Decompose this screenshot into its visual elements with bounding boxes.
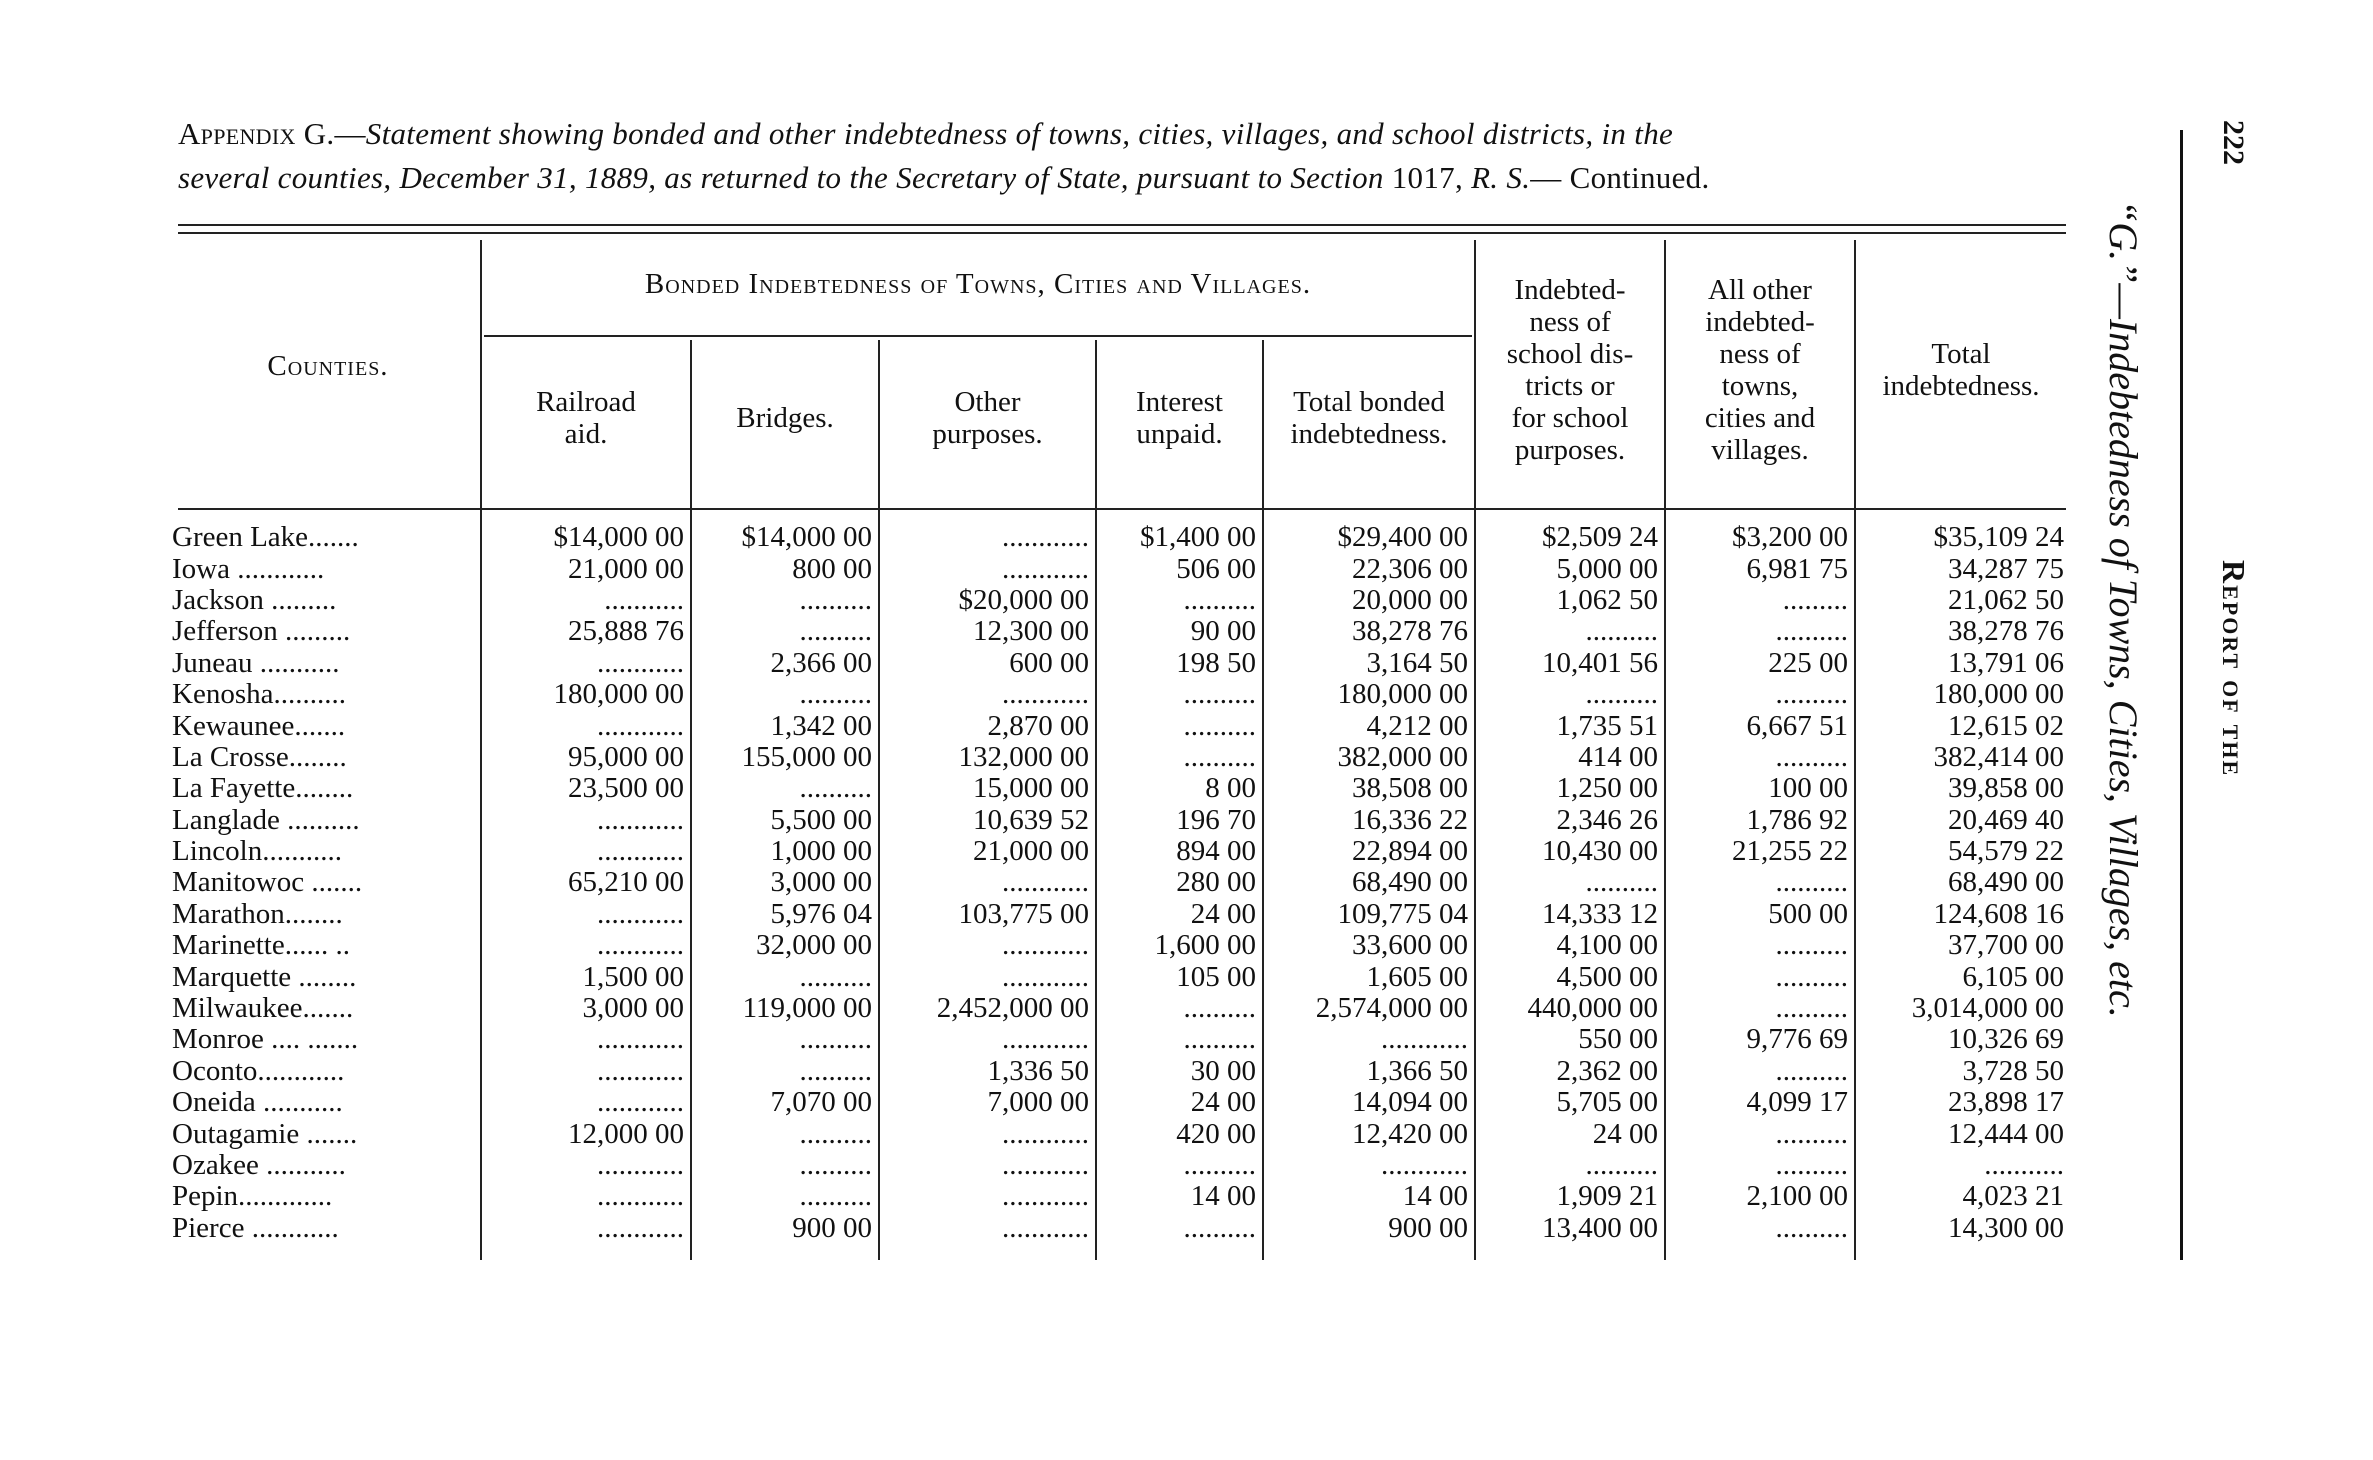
all-other-cell: 6,667 51 [1746, 710, 1848, 742]
all-other-cell: .......... [1775, 1212, 1848, 1244]
railroad-cell: 65,210 00 [568, 867, 684, 899]
total-cell: $35,109 24 [1933, 522, 2064, 554]
bridges-cell: .......... [799, 1024, 872, 1056]
school-cell: 550 00 [1578, 1024, 1658, 1056]
other-cell: ............ [1002, 1024, 1089, 1056]
interest-cell: 14 00 [1190, 1181, 1256, 1213]
header-all-other-line: indebted- [1705, 306, 1815, 338]
interest-cell: 30 00 [1190, 1055, 1256, 1087]
side-section-title-text: “G.”—Indebtedness of Towns, Cities, Villages, etc. [2101, 200, 2146, 1018]
table-row [170, 553, 2070, 584]
table-row [170, 836, 2070, 867]
railroad-cell: 3,000 00 [582, 992, 684, 1025]
other-cell: ............ [1002, 930, 1089, 962]
header-total-bonded-line: Total bonded [1293, 386, 1445, 418]
all-other-cell: .......... [1775, 1055, 1848, 1087]
total-bonded-cell: 3,164 50 [1366, 647, 1468, 679]
all-other-cell: .......... [1775, 616, 1848, 648]
total-cell: 68,490 00 [1948, 867, 2064, 899]
total-cell: 37,700 00 [1948, 930, 2064, 962]
other-cell: 15,000 00 [973, 773, 1089, 805]
other-cell: ............ [1002, 678, 1089, 711]
header-other-line: Other [954, 386, 1021, 418]
school-cell: 10,401 56 [1542, 647, 1658, 679]
all-other-cell: ......... [1782, 584, 1848, 616]
total-cell: 124,608 16 [1933, 898, 2064, 930]
table-row [170, 1024, 2070, 1055]
table-row [170, 710, 2070, 741]
side-section-title [2095, 200, 2155, 1260]
total-bonded-cell: 22,894 00 [1352, 835, 1468, 868]
other-cell: 12,300 00 [973, 616, 1089, 648]
school-cell: 10,430 00 [1542, 835, 1658, 868]
school-cell: 1,735 51 [1556, 710, 1658, 742]
interest-cell: .......... [1183, 678, 1256, 711]
interest-cell: .......... [1183, 584, 1256, 616]
header-total [1858, 338, 2064, 402]
bridges-cell: $14,000 00 [741, 522, 872, 554]
bridges-cell: .......... [799, 584, 872, 616]
other-cell: 132,000 00 [958, 741, 1089, 773]
county-cell: Jackson ......... [172, 584, 337, 616]
county-cell: Ozakee ........... [172, 1149, 346, 1181]
header-interest-line: unpaid. [1136, 418, 1223, 450]
table-row [170, 742, 2070, 773]
total-bonded-cell: 180,000 00 [1337, 678, 1468, 711]
interest-cell: .......... [1183, 992, 1256, 1025]
table-row [170, 1118, 2070, 1149]
total-cell: 12,615 02 [1948, 710, 2064, 742]
railroad-cell: ............ [597, 1181, 684, 1213]
county-cell: Kewaunee....... [172, 710, 346, 742]
interest-cell: .......... [1183, 1212, 1256, 1244]
bridges-cell: 32,000 00 [756, 930, 872, 962]
total-cell: 3,014,000 00 [1911, 992, 2064, 1025]
header-bridges-line: Bridges. [736, 402, 834, 434]
railroad-cell: ............ [597, 804, 684, 836]
county-cell: Pierce ............ [172, 1212, 339, 1244]
all-other-cell: 4,099 17 [1746, 1087, 1848, 1119]
school-cell: 1,250 00 [1556, 773, 1658, 805]
county-cell: Pepin............. [172, 1181, 333, 1213]
railroad-cell: ............ [597, 835, 684, 868]
school-cell: 4,100 00 [1556, 930, 1658, 962]
railroad-cell: ............ [597, 1024, 684, 1056]
all-other-cell: 21,255 22 [1732, 835, 1848, 868]
other-cell: 10,639 52 [973, 804, 1089, 836]
interest-cell: .......... [1183, 1024, 1256, 1056]
interest-cell: 420 00 [1176, 1118, 1256, 1150]
header-school-line: tricts or [1525, 370, 1615, 402]
railroad-cell: 23,500 00 [568, 773, 684, 805]
railroad-cell: ............ [597, 898, 684, 930]
header-railroad-line: aid. [564, 418, 608, 450]
interest-cell: .......... [1183, 710, 1256, 742]
interest-cell: 1,600 00 [1154, 930, 1256, 962]
table-row [170, 805, 2070, 836]
other-cell: 600 00 [1009, 647, 1089, 679]
other-cell: ............ [1002, 1181, 1089, 1213]
total-cell: 34,287 75 [1948, 553, 2064, 585]
school-cell: 5,000 00 [1556, 553, 1658, 585]
running-head [2210, 560, 2260, 1460]
title-section: 1017, [1391, 160, 1463, 195]
other-cell: 7,000 00 [987, 1087, 1089, 1119]
bridges-cell: 7,070 00 [770, 1087, 872, 1119]
total-bonded-cell: 4,212 00 [1366, 710, 1468, 742]
other-cell: ............ [1002, 1118, 1089, 1150]
bridges-cell: 1,342 00 [770, 710, 872, 742]
other-cell: ............ [1002, 553, 1089, 585]
header-all-other-line: villages. [1711, 434, 1809, 466]
all-other-cell: 9,776 69 [1746, 1024, 1848, 1056]
total-bonded-cell: ............ [1381, 1024, 1468, 1056]
all-other-cell: 2,100 00 [1746, 1181, 1848, 1213]
page-title [178, 112, 2068, 200]
header-interest-line: Interest [1136, 386, 1223, 418]
county-cell: Lincoln........... [172, 835, 342, 868]
railroad-cell: ............ [597, 1149, 684, 1181]
total-bonded-cell: 38,278 76 [1352, 616, 1468, 648]
total-cell: 12,444 00 [1948, 1118, 2064, 1150]
county-cell: Iowa ............ [172, 553, 325, 585]
header-total-bonded [1266, 386, 1472, 450]
school-cell: 14,333 12 [1542, 898, 1658, 930]
railroad-cell: $14,000 00 [553, 522, 684, 554]
bridges-cell: 2,366 00 [770, 647, 872, 679]
all-other-cell: .......... [1775, 741, 1848, 773]
bridges-cell: .......... [799, 1055, 872, 1087]
county-cell: Outagamie ....... [172, 1118, 358, 1150]
total-bonded-cell: ............ [1381, 1149, 1468, 1181]
railroad-cell: 1,500 00 [582, 961, 684, 993]
other-cell: 2,452,000 00 [936, 992, 1089, 1025]
table-row [170, 961, 2070, 992]
other-cell: $20,000 00 [958, 584, 1089, 616]
table-row [170, 773, 2070, 804]
table-row [170, 1056, 2070, 1087]
interest-cell: 105 00 [1176, 961, 1256, 993]
school-cell: 5,705 00 [1556, 1087, 1658, 1119]
header-school-line: for school [1511, 402, 1629, 434]
group-header-rule [484, 335, 1472, 337]
total-cell: 13,791 06 [1948, 647, 2064, 679]
header-other [882, 386, 1093, 450]
county-cell: Milwaukee....... [172, 992, 354, 1025]
railroad-cell: ............ [597, 930, 684, 962]
bridges-cell: .......... [799, 678, 872, 711]
all-other-cell: 500 00 [1768, 898, 1848, 930]
table-row [170, 679, 2070, 710]
total-bonded-cell: 14,094 00 [1352, 1087, 1468, 1119]
total-bonded-cell: 900 00 [1388, 1212, 1468, 1244]
railroad-cell: ............ [597, 1087, 684, 1119]
bridges-cell: 5,500 00 [770, 804, 872, 836]
school-cell: 13,400 00 [1542, 1212, 1658, 1244]
header-total-line: indebtedness. [1882, 370, 2040, 402]
school-cell: 440,000 00 [1527, 992, 1658, 1025]
other-cell: ............ [1002, 867, 1089, 899]
header-other-line: purposes. [932, 418, 1043, 450]
header-school-line: ness of [1529, 306, 1611, 338]
railroad-cell: ............ [597, 710, 684, 742]
all-other-cell: .......... [1775, 1149, 1848, 1181]
railroad-cell: 25,888 76 [568, 616, 684, 648]
total-cell: 10,326 69 [1948, 1024, 2064, 1056]
county-cell: Jefferson ......... [172, 616, 351, 648]
bridges-cell: 1,000 00 [770, 835, 872, 868]
header-counties-label: Counties. [267, 350, 389, 382]
other-cell: 1,336 50 [987, 1055, 1089, 1087]
header-interest [1099, 386, 1260, 450]
header-bonded-group [484, 268, 1472, 300]
header-school-line: purposes. [1514, 434, 1626, 466]
header-school-line: Indebted- [1514, 274, 1626, 306]
total-bonded-cell: 1,605 00 [1366, 961, 1468, 993]
other-cell: ............ [1002, 522, 1089, 554]
bridges-cell: .......... [799, 1149, 872, 1181]
total-bonded-cell: 38,508 00 [1352, 773, 1468, 805]
table-row [170, 930, 2070, 961]
all-other-cell: 225 00 [1768, 647, 1848, 679]
interest-cell: .......... [1183, 1149, 1256, 1181]
total-bonded-cell: 68,490 00 [1352, 867, 1468, 899]
school-cell: .......... [1585, 616, 1658, 648]
title-line-2: several counties, December 31, 1889, as returned to the Secretary of State, pursuant to Section [178, 160, 1384, 195]
school-cell: .......... [1585, 1149, 1658, 1181]
total-bonded-cell: 1,366 50 [1366, 1055, 1468, 1087]
county-cell: Monroe .... ....... [172, 1024, 359, 1056]
railroad-cell: 21,000 00 [568, 553, 684, 585]
total-bonded-cell: 16,336 22 [1352, 804, 1468, 836]
total-bonded-cell: 12,420 00 [1352, 1118, 1468, 1150]
indebtedness-table [170, 522, 2070, 1244]
bridges-cell: .......... [799, 1118, 872, 1150]
school-cell: .......... [1585, 867, 1658, 899]
school-cell: 1,062 50 [1556, 584, 1658, 616]
total-cell: 3,728 50 [1962, 1055, 2064, 1087]
all-other-cell: .......... [1775, 678, 1848, 711]
bridges-cell: .......... [799, 961, 872, 993]
interest-cell: 198 50 [1176, 647, 1256, 679]
total-bonded-cell: 109,775 04 [1337, 898, 1468, 930]
railroad-cell: 180,000 00 [553, 678, 684, 711]
header-total-line: Total [1931, 338, 1991, 370]
other-cell: 2,870 00 [987, 710, 1089, 742]
header-all-other-line: towns, [1721, 370, 1799, 402]
interest-cell: 24 00 [1190, 1087, 1256, 1119]
school-cell: 4,500 00 [1556, 961, 1658, 993]
header-bottom-rule [178, 508, 2066, 510]
other-cell: 103,775 00 [958, 898, 1089, 930]
railroad-cell: 95,000 00 [568, 741, 684, 773]
railroad-cell: 12,000 00 [568, 1118, 684, 1150]
all-other-cell: .......... [1775, 930, 1848, 962]
school-cell: 24 00 [1592, 1118, 1658, 1150]
table-row [170, 648, 2070, 679]
all-other-cell: 6,981 75 [1746, 553, 1848, 585]
total-cell: 54,579 22 [1948, 835, 2064, 868]
bridges-cell: .......... [799, 1181, 872, 1213]
header-all-other-line: All other [1708, 274, 1812, 306]
table-row [170, 616, 2070, 647]
total-cell: 6,105 00 [1962, 961, 2064, 993]
other-cell: 21,000 00 [973, 835, 1089, 868]
interest-cell: 8 00 [1205, 773, 1256, 805]
header-school-line: school dis- [1506, 338, 1634, 370]
school-cell: .......... [1585, 678, 1658, 711]
title-dash: — [334, 116, 366, 151]
total-bonded-cell: 382,000 00 [1337, 741, 1468, 773]
table-row [170, 1150, 2070, 1181]
total-bonded-cell: 2,574,000 00 [1315, 992, 1468, 1025]
table-row [170, 522, 2070, 553]
title-line-1: Statement showing bonded and other indebtedness of towns, cities, villages, and school districts, in the [365, 116, 1674, 151]
county-cell: Oconto............ [172, 1055, 345, 1087]
page-number: 222 [2217, 120, 2250, 165]
table-row [170, 585, 2070, 616]
appendix-label: Appendix G. [178, 116, 335, 151]
all-other-cell: .......... [1775, 867, 1848, 899]
total-cell: ........... [1984, 1149, 2064, 1181]
school-cell: 1,909 21 [1556, 1181, 1658, 1213]
school-cell: $2,509 24 [1542, 522, 1658, 554]
table-row [170, 899, 2070, 930]
county-cell: Manitowoc ....... [172, 867, 363, 899]
interest-cell: .......... [1183, 741, 1256, 773]
county-cell: Kenosha.......... [172, 678, 346, 711]
all-other-cell: 1,786 92 [1746, 804, 1848, 836]
title-rule [178, 224, 2066, 234]
total-bonded-cell: 33,600 00 [1352, 930, 1468, 962]
bridges-cell: .......... [799, 773, 872, 805]
header-all-other [1668, 274, 1852, 466]
total-cell: 382,414 00 [1933, 741, 2064, 773]
county-cell: Juneau ........... [172, 647, 340, 679]
bridges-cell: 155,000 00 [741, 741, 872, 773]
bridges-cell: 3,000 00 [770, 867, 872, 899]
county-cell: Oneida ........... [172, 1087, 343, 1119]
interest-cell: 894 00 [1176, 835, 1256, 868]
total-cell: 21,062 50 [1948, 584, 2064, 616]
header-railroad [484, 386, 688, 450]
total-cell: 39,858 00 [1948, 773, 2064, 805]
interest-cell: 280 00 [1176, 867, 1256, 899]
total-cell: 23,898 17 [1948, 1087, 2064, 1119]
header-total-bonded-line: indebtedness. [1290, 418, 1448, 450]
running-head-text: Report of the [2216, 560, 2252, 778]
county-cell: Langlade .......... [172, 804, 360, 836]
table-row [170, 1087, 2070, 1118]
county-cell: Green Lake....... [172, 522, 359, 554]
interest-cell: 506 00 [1176, 553, 1256, 585]
railroad-cell: ........... [604, 584, 684, 616]
all-other-cell: .......... [1775, 992, 1848, 1025]
interest-cell: 24 00 [1190, 898, 1256, 930]
total-cell: 180,000 00 [1933, 678, 2064, 711]
all-other-cell: .......... [1775, 961, 1848, 993]
total-bonded-cell: $29,400 00 [1337, 522, 1468, 554]
bridges-cell: 5,976 04 [770, 898, 872, 930]
county-cell: La Crosse........ [172, 741, 347, 773]
title-rs: R. S. [1471, 160, 1531, 195]
all-other-cell: .......... [1775, 1118, 1848, 1150]
county-cell: La Fayette........ [172, 773, 354, 805]
interest-cell: 90 00 [1190, 616, 1256, 648]
total-cell: 4,023 21 [1962, 1181, 2064, 1213]
bridges-cell: 800 00 [792, 553, 872, 585]
total-cell: 14,300 00 [1948, 1212, 2064, 1244]
other-cell: ............ [1002, 1212, 1089, 1244]
school-cell: 414 00 [1578, 741, 1658, 773]
interest-cell: $1,400 00 [1140, 522, 1256, 554]
total-cell: 20,469 40 [1948, 804, 2064, 836]
side-rule [2180, 130, 2183, 1260]
header-bridges [694, 402, 876, 434]
total-bonded-cell: 22,306 00 [1352, 553, 1468, 585]
railroad-cell: ............ [597, 1055, 684, 1087]
table-row [170, 1181, 2070, 1212]
interest-cell: 196 70 [1176, 804, 1256, 836]
table-row [170, 867, 2070, 898]
other-cell: ............ [1002, 961, 1089, 993]
county-cell: Marquette ........ [172, 961, 357, 993]
railroad-cell: ............ [597, 647, 684, 679]
county-cell: Marinette...... .. [172, 930, 350, 962]
total-bonded-cell: 20,000 00 [1352, 584, 1468, 616]
school-cell: 2,346 26 [1556, 804, 1658, 836]
other-cell: ............ [1002, 1149, 1089, 1181]
table-row [170, 1213, 2070, 1244]
bridges-cell: .......... [799, 616, 872, 648]
railroad-cell: ............ [597, 1212, 684, 1244]
title-continued: — Continued. [1530, 160, 1710, 195]
total-bonded-cell: 14 00 [1402, 1181, 1468, 1213]
header-railroad-line: Railroad [536, 386, 636, 418]
all-other-cell: $3,200 00 [1732, 522, 1848, 554]
header-all-other-line: ness of [1719, 338, 1801, 370]
header-school [1478, 274, 1662, 466]
header-counties [178, 350, 478, 382]
total-cell: 38,278 76 [1948, 616, 2064, 648]
header-bonded-group-label: Bonded Indebtedness of Towns, Cities and Villages. [644, 268, 1312, 300]
table-row [170, 993, 2070, 1024]
school-cell: 2,362 00 [1556, 1055, 1658, 1087]
all-other-cell: 100 00 [1768, 773, 1848, 805]
bridges-cell: 119,000 00 [742, 992, 872, 1025]
bridges-cell: 900 00 [792, 1212, 872, 1244]
header-all-other-line: cities and [1704, 402, 1816, 434]
county-cell: Marathon........ [172, 898, 343, 930]
